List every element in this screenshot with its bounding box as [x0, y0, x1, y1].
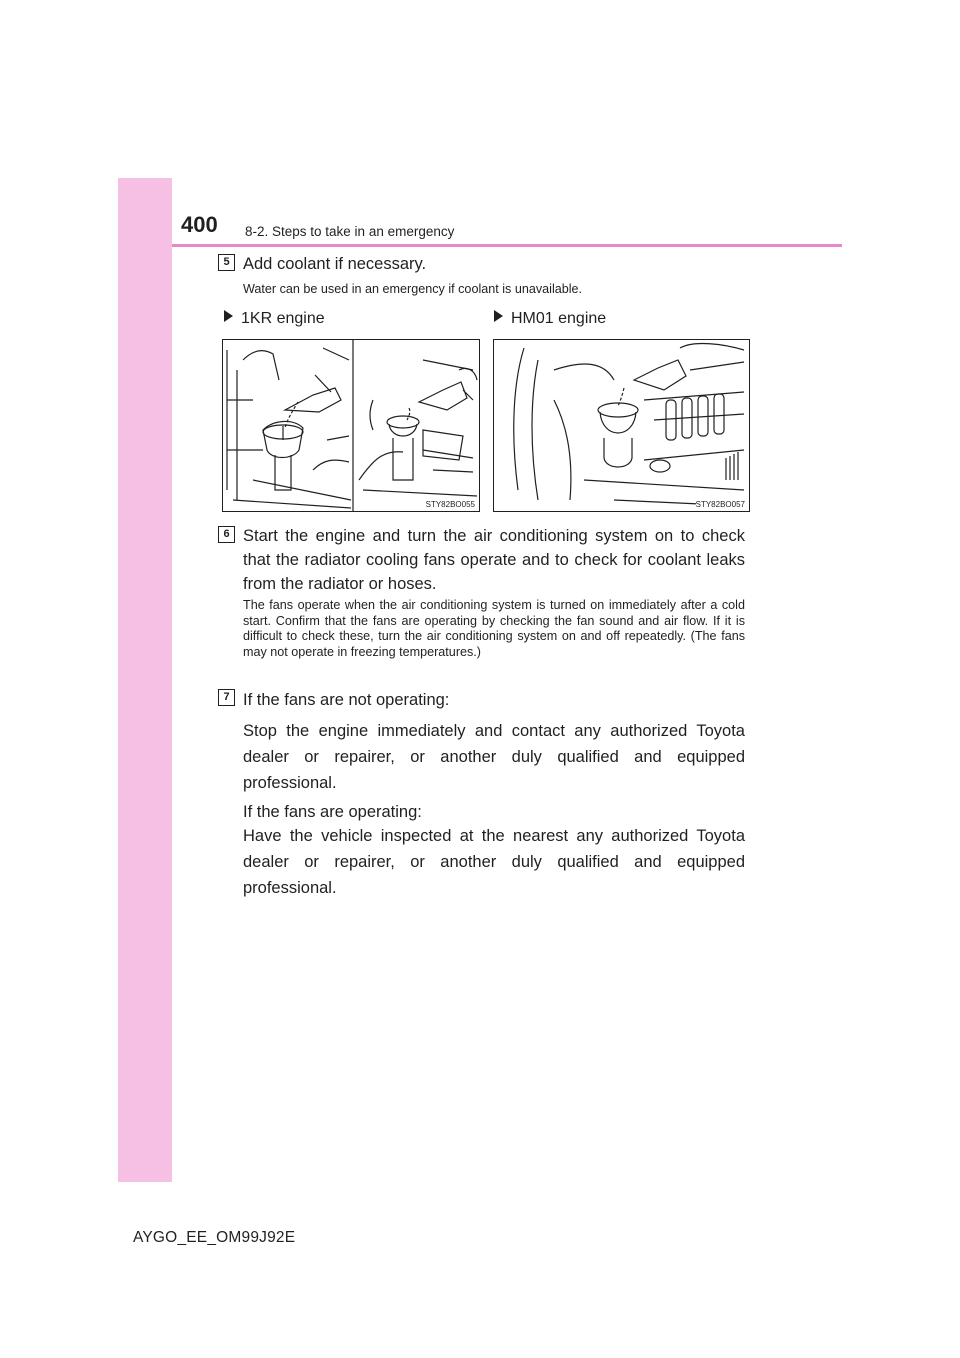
- step-5-text: Add coolant if necessary.: [243, 255, 427, 273]
- step-number-6: 6: [218, 526, 235, 543]
- document-id: AYGO_EE_OM99J92E: [133, 1229, 296, 1246]
- header-rule: [172, 244, 842, 247]
- engine-1kr-illustration: [223, 340, 479, 511]
- step-7-line-2: Stop the engine immediately and contact any authorized Toyota dealer or repairer, or another duly qualified and equipped professional.: [243, 722, 745, 792]
- figure-label-hm01: [494, 309, 606, 329]
- figure-1kr-engine: [222, 339, 480, 512]
- step-number-7: 7: [218, 689, 235, 706]
- step-5-note: Water can be used in an emergency if coolant is unavailable.: [243, 282, 583, 296]
- step-6-note: The fans operate when the air conditioning system is turned on immediately after a cold start. Confirm that the fans are operating by checking the fan sound and air flow. If it is difficult to check these, turn the air conditioning system on and off repeatedly. (The fans may not operate in freezing temperatures.): [243, 598, 745, 659]
- figure-code-1kr: STY82BO055: [425, 500, 475, 509]
- step-7-line-4: Have the vehicle inspected at the nearest any authorized Toyota dealer or repairer, or another duly qualified and equipped professional.: [243, 827, 745, 897]
- figure-code-hm01: STY82BO057: [695, 500, 745, 509]
- section-title: 8-2. Steps to take in an emergency: [245, 224, 455, 239]
- figure-label-hm01-text: HM01 engine: [511, 310, 607, 327]
- engine-hm01-illustration: [494, 340, 749, 511]
- page-number: 400: [181, 212, 218, 237]
- step-7-line-1: If the fans are not operating:: [243, 691, 450, 709]
- figure-label-1kr-text: 1KR engine: [241, 310, 325, 327]
- step-number-5: 5: [218, 254, 235, 271]
- step-6-text: Start the engine and turn the air conditioning system on to check that the radiator cooling fans operate and to check for coolant leaks from the radiator or hoses.: [243, 527, 745, 593]
- figure-label-1kr: [224, 309, 325, 329]
- triangle-bullet-icon: [494, 310, 503, 322]
- figure-hm01-engine: [493, 339, 750, 512]
- chapter-tab-sidebar: [118, 178, 172, 1182]
- triangle-bullet-icon: [224, 310, 233, 322]
- step-7-line-3: If the fans are operating:: [243, 803, 422, 821]
